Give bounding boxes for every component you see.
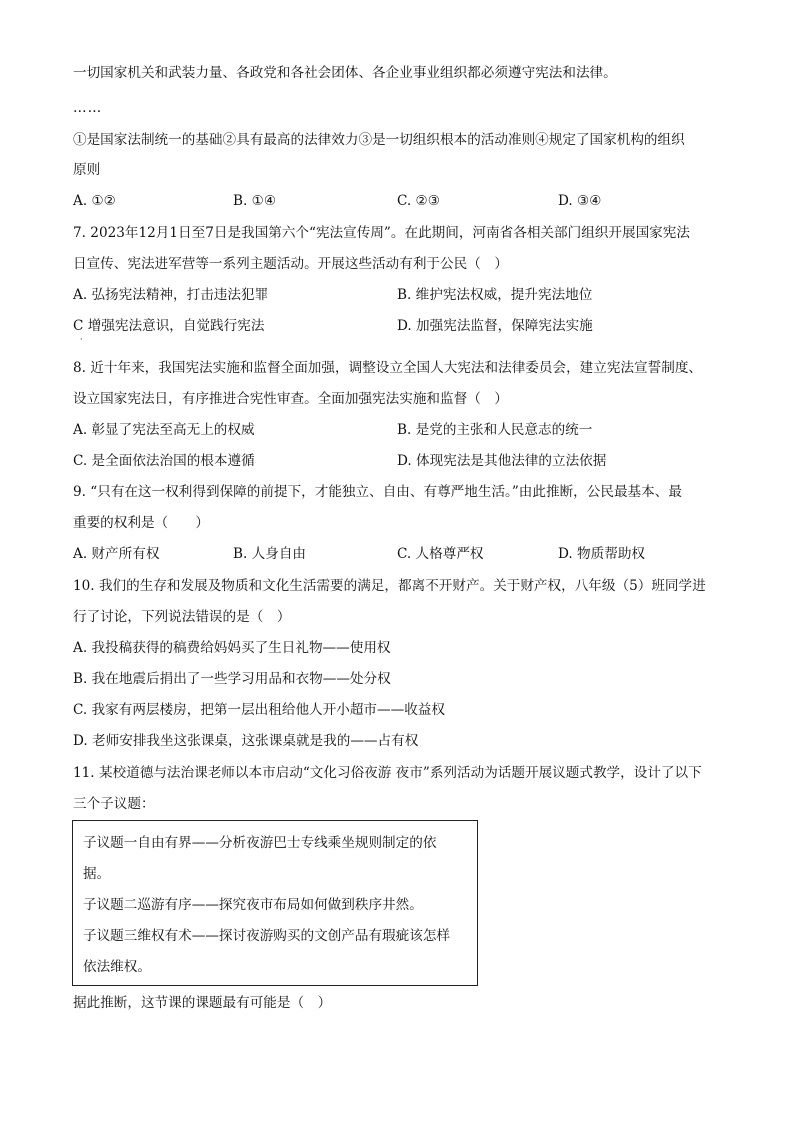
option-c[interactable]: C. ②③ — [397, 193, 440, 209]
box-line: 据。 — [83, 866, 111, 882]
option-d[interactable]: D. 体现宪法是其他法律的立法依据 — [397, 453, 607, 469]
option-d[interactable]: D. ③④ — [558, 193, 602, 209]
option-d[interactable]: D. 加强宪法监督，保障宪法实施 — [397, 318, 593, 334]
stray-dot: · — [80, 335, 83, 344]
option-a[interactable]: A. 我投稿获得的稿费给妈妈买了生日礼物——使用权 — [73, 640, 391, 656]
ellipsis-line: …… — [73, 100, 103, 116]
option-c[interactable]: C. 是全面依法治国的根本遵循 — [73, 453, 255, 469]
option-a[interactable]: A. 弘扬宪法精神，打击违法犯罪 — [73, 287, 269, 303]
option-c[interactable]: C. 人格尊严权 — [397, 546, 484, 562]
option-b[interactable]: B. 人身自由 — [233, 546, 307, 562]
text-line: 一切国家机关和武装力量、各政党和各社会团体、各企业事业组织都必须遵守宪法和法律。 — [73, 65, 617, 81]
question-text: 三个子议题： — [73, 796, 155, 812]
option-d[interactable]: D. 老师安排我坐这张课桌，这张课桌就是我的——占有权 — [73, 733, 419, 749]
option-a[interactable]: A. 财产所有权 — [73, 546, 160, 562]
option-d[interactable]: D. 物质帮助权 — [558, 546, 646, 562]
option-b[interactable]: B. ①④ — [233, 193, 277, 209]
box-line: 依法维权。 — [83, 959, 151, 975]
question-text: 7. 2023年12月1日至7日是我国第六个“宪法宣传周”。在此期间，河南省各相关部门组织开展国家宪法 — [73, 225, 690, 241]
text-line: 原则 — [73, 162, 101, 178]
option-b[interactable]: B. 我在地震后捐出了一些学习用品和衣物——处分权 — [73, 671, 391, 687]
question-text: 据此推断，这节课的课题最有可能是（ ） — [73, 995, 332, 1011]
box-line: 子议题三维权有术——探讨夜游购买的文创产品有瑕疵该怎样 — [83, 928, 451, 944]
sub-topics-box — [72, 820, 478, 986]
box-line: 子议题二巡游有序——探究夜市布局如何做到秩序井然。 — [83, 897, 423, 913]
question-text: 11. 某校道德与法治课老师以本市启动“文化习俗夜游 夜市”系列活动为话题开展议题式教学，设计了以下 — [73, 765, 702, 781]
question-text: 8. 近十年来，我国宪法实施和监督全面加强，调整设立全国人大宪法和法律委员会，建立宪法宣誓制度、 — [73, 360, 703, 376]
option-a[interactable]: A. ①② — [73, 193, 116, 209]
option-b[interactable]: B. 是党的主张和人民意志的统一 — [397, 422, 593, 438]
question-text: 设立国家宪法日，有序推进合宪性审查。全面加强宪法实施和监督（ ） — [73, 391, 508, 407]
question-text: 10. 我们的生存和发展及物质和文化生活需要的满足，都离不开财产。关于财产权，八年级（5）班同学进 — [73, 578, 706, 594]
option-c[interactable]: C 增强宪法意识，自觉践行宪法 — [73, 318, 265, 334]
option-b[interactable]: B. 维护宪法权威，提升宪法地位 — [397, 287, 593, 303]
box-line: 子议题一自由有界——分析夜游巴士专线乘坐规则制定的依 — [83, 835, 437, 851]
text-line: ①是国家法制统一的基础②具有最高的法律效力③是一切组织根本的活动准则④规定了国家机构的组织 — [73, 132, 685, 148]
question-text: 日宣传、宪法进军营等一系列主题活动。开展这些活动有利于公民（ ） — [73, 256, 508, 272]
question-text: 行了讨论，下列说法错误的是（ ） — [73, 609, 291, 625]
question-text: 9. “只有在这一权利得到保障的前提下，才能独立、自由、有尊严地生活。”由此推断，公民最基本、最 — [73, 484, 682, 500]
option-c[interactable]: C. 我家有两层楼房，把第一层出租给他人开小超市——收益权 — [73, 702, 445, 718]
question-text: 重要的权利是（ ） — [73, 515, 209, 531]
option-a[interactable]: A. 彰显了宪法至高无上的权威 — [73, 422, 255, 438]
